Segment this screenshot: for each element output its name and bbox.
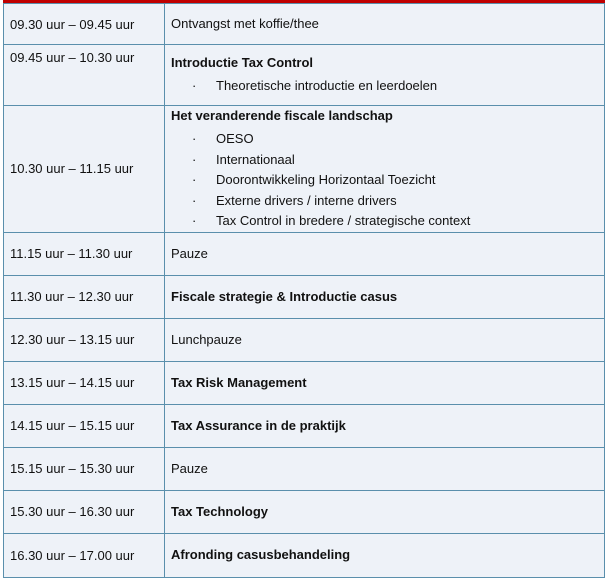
topic-item: [171, 129, 598, 150]
session-topics: [171, 76, 598, 97]
session-cell: [165, 404, 605, 447]
topic-label: OESO: [216, 131, 254, 146]
session-cell: [165, 533, 605, 577]
session-cell: [165, 318, 605, 361]
time-cell: 14.15 uur – 15.15 uur: [4, 404, 165, 447]
topic-item: [171, 211, 598, 232]
bullet-icon: ·: [192, 78, 197, 94]
time-cell: 13.15 uur – 14.15 uur: [4, 361, 165, 404]
time-cell: 12.30 uur – 13.15 uur: [4, 318, 165, 361]
session-title: Het veranderende fiscale landschap: [171, 108, 393, 123]
time-cell: 15.30 uur – 16.30 uur: [4, 490, 165, 533]
schedule-row: [4, 404, 605, 447]
session-title: Lunchpauze: [171, 331, 242, 347]
session-title: Ontvangst met koffie/thee: [171, 16, 319, 31]
topic-label: Tax Control in bredere / strategische context: [216, 213, 471, 228]
topic-label: Theoretische introductie en leerdoelen: [216, 78, 438, 94]
session-title: Tax Assurance in de praktijk: [171, 417, 346, 433]
time-cell: 11.15 uur – 11.30 uur: [4, 232, 165, 275]
session-cell: [165, 4, 605, 45]
schedule-row: [4, 106, 605, 233]
schedule-row: [4, 45, 605, 106]
bullet-icon: ·: [192, 151, 197, 167]
bullet-icon: ·: [192, 213, 197, 228]
session-cell: [165, 106, 605, 233]
time-cell: 09.45 uur – 10.30 uur: [4, 45, 165, 106]
session-cell: [165, 232, 605, 275]
topic-label: Externe drivers / interne drivers: [216, 192, 397, 208]
schedule-row: [4, 361, 605, 404]
schedule-row: [4, 533, 605, 577]
topic-item: [171, 170, 598, 191]
session-cell: [165, 45, 605, 106]
session-cell: [165, 447, 605, 490]
schedule-row: [4, 490, 605, 533]
session-cell: [165, 361, 605, 404]
bullet-icon: ·: [192, 131, 197, 146]
time-cell: 11.30 uur – 12.30 uur: [4, 275, 165, 318]
session-title: Pauze: [171, 460, 208, 476]
topic-label: Doorontwikkeling Horizontaal Toezicht: [216, 172, 436, 187]
session-cell: [165, 490, 605, 533]
program-schedule-table: [3, 3, 605, 578]
schedule-row: [4, 232, 605, 275]
topic-label: Internationaal: [216, 151, 295, 167]
time-cell: 15.15 uur – 15.30 uur: [4, 447, 165, 490]
schedule-row: [4, 447, 605, 490]
session-title: Introductie Tax Control: [171, 55, 314, 71]
session-title: Fiscale strategie & Introductie casus: [171, 288, 398, 304]
time-cell: 09.30 uur – 09.45 uur: [4, 4, 165, 45]
time-cell: 16.30 uur – 17.00 uur: [4, 533, 165, 577]
session-title: Tax Risk Management: [171, 374, 307, 390]
session-topics: [171, 129, 598, 232]
schedule-row: [4, 275, 605, 318]
schedule-row: [4, 4, 605, 45]
session-title: Tax Technology: [171, 503, 269, 519]
topic-item: [171, 191, 598, 212]
session-title: Pauze: [171, 245, 208, 261]
bullet-icon: ·: [192, 172, 197, 187]
topic-item: [171, 76, 598, 97]
session-cell: [165, 275, 605, 318]
schedule-row: [4, 318, 605, 361]
topic-item: [171, 150, 598, 171]
bullet-icon: ·: [192, 192, 197, 208]
time-cell: 10.30 uur – 11.15 uur: [4, 106, 165, 233]
session-title: Afronding casusbehandeling: [171, 547, 351, 562]
